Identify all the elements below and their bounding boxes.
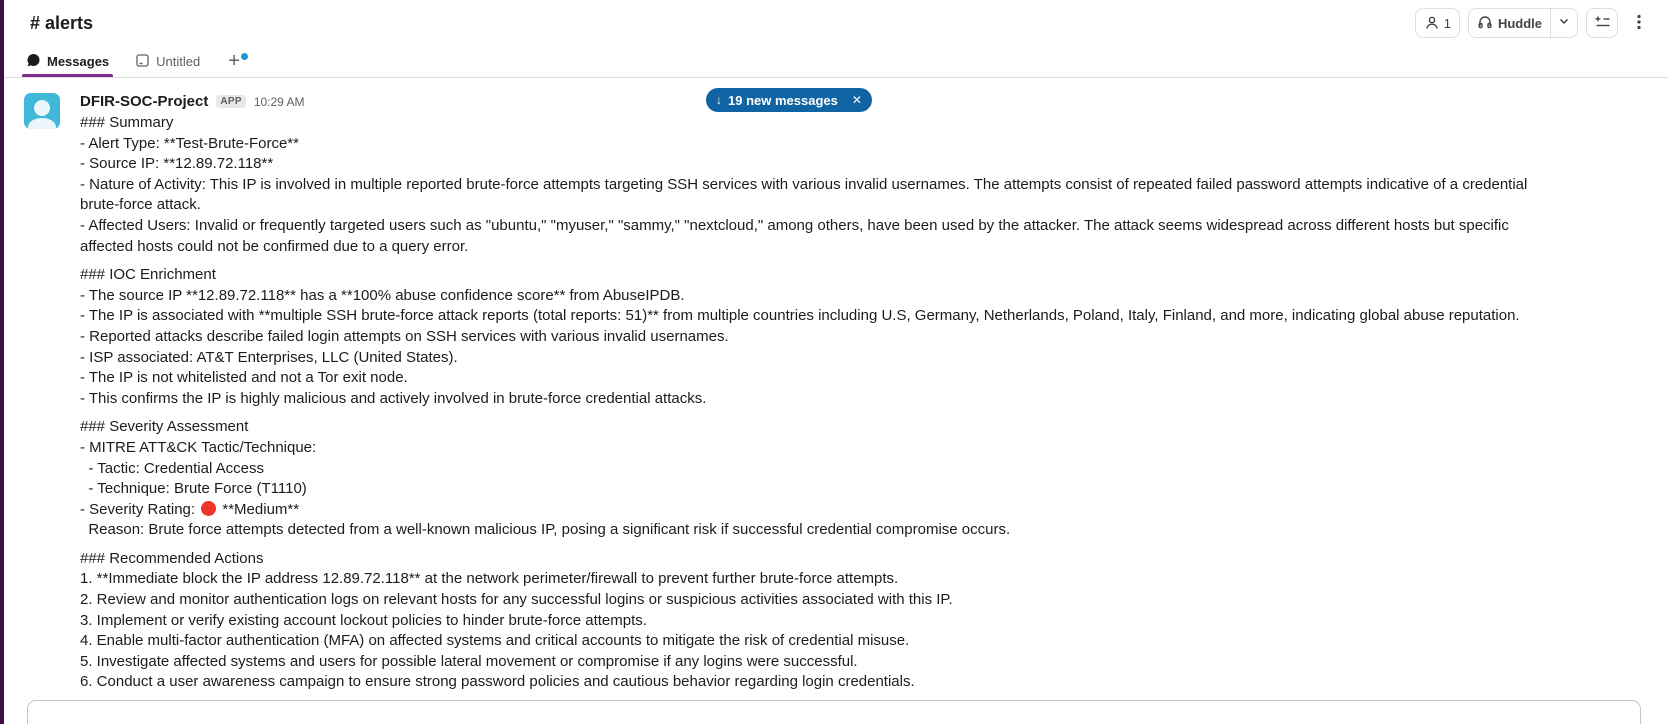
message-composer[interactable] xyxy=(27,700,1641,724)
message-line: 2. Review and monitor authentication logs on relevant hosts for any successful logins or suspicious activities associated with this IP. xyxy=(80,591,953,609)
sparkle-list-icon xyxy=(1593,14,1611,33)
message-line: ### IOC Enrichment xyxy=(80,266,216,284)
channel-header xyxy=(4,0,1668,46)
message-line: ### Summary xyxy=(80,114,174,131)
message-line: ### Severity Assessment xyxy=(80,418,249,436)
message-line: - Technique: Brute Force (T1110) xyxy=(80,480,307,498)
message-line: Reason: Brute force attempts detected from a well-known malicious IP, posing a significant risk if successful credential compromise occurs. xyxy=(80,521,1011,539)
huddle-caret-button[interactable] xyxy=(1550,9,1577,37)
member-count-button[interactable] xyxy=(1415,8,1460,38)
tab-messages[interactable] xyxy=(22,46,113,77)
channel-title[interactable]: # alerts xyxy=(30,12,94,33)
app-badge: APP xyxy=(216,95,245,108)
avatar[interactable] xyxy=(24,93,60,129)
huddle-button[interactable] xyxy=(1469,9,1550,37)
message-line: - The IP is not whitelisted and not a Tor exit node. xyxy=(80,369,408,387)
header-actions xyxy=(1415,8,1652,38)
message-line: 1. **Immediate block the IP address 12.89.72.118** at the network perimeter/firewall to prevent further brute-force attempts. xyxy=(80,570,899,588)
add-tab-button[interactable]: + xyxy=(222,50,246,73)
huddle-label: Huddle xyxy=(1497,15,1542,31)
member-count-label: 1 xyxy=(1443,15,1451,31)
new-messages-label: 19 new messages xyxy=(728,92,838,108)
tab-messages-label: Messages xyxy=(47,54,110,69)
message-line: - Source IP: **12.89.72.118** xyxy=(80,155,274,173)
kebab-icon xyxy=(1637,14,1641,33)
down-arrow-icon: ↓ xyxy=(716,93,722,107)
red-circle-emoji xyxy=(201,501,216,516)
active-tab-underline xyxy=(22,74,113,77)
message xyxy=(4,86,1668,701)
new-tab-notification-dot xyxy=(241,53,248,60)
new-messages-banner[interactable] xyxy=(706,88,872,112)
message-line: 5. Investigate affected systems and users for possible lateral movement or compromise if any logins were successful. xyxy=(80,652,858,670)
channel-tabbar xyxy=(4,46,1668,78)
message-line: - Alert Type: **Test-Brute-Force** xyxy=(80,134,299,152)
message-line: - Affected Users: Invalid or frequently targeted users such as "ubuntu," "myuser," "sammy," "nextcloud," among others, have been used by the attacker. The attack seems widespread across different hosts but specific affected hosts could not be confirmed due to a query error. xyxy=(80,216,1514,255)
message-line: ### Recommended Actions xyxy=(80,549,264,567)
avatar-person-icon xyxy=(34,100,50,116)
message-line: - MITRE ATT&CK Tactic/Technique: xyxy=(80,438,317,456)
huddle-button-group xyxy=(1468,8,1578,38)
message-line: 3. Implement or verify existing account lockout policies to hinder brute-force attempts. xyxy=(80,611,647,629)
message-body xyxy=(80,113,1564,693)
canvas-icon xyxy=(135,53,150,71)
message-line: - Reported attacks describe failed login attempts on SSH services with various invalid usernames. xyxy=(80,327,729,345)
chat-bubble-icon xyxy=(26,53,41,71)
message-line: - The IP is associated with **multiple SSH brute-force attack reports (total reports: 51)** from multiple countries including U.S, Germany, Netherlands, Poland, Italy, Finland, and more, indicating global abuse reputation. xyxy=(80,307,1520,325)
message-line: 4. Enable multi-factor authentication (MFA) on affected systems and critical accounts to mitigate the risk of credential misuse. xyxy=(80,632,910,650)
more-actions-button[interactable] xyxy=(1626,8,1652,38)
headphones-icon xyxy=(1477,14,1493,33)
chevron-down-icon xyxy=(1558,14,1570,32)
message-line: - Severity Rating: **Medium** xyxy=(80,500,300,518)
message-line: - Nature of Activity: This IP is involved in multiple reported brute-force attempts targeting SSH services with various invalid usernames. The attempts consist of repeated failed password attempts indicative of a credential brute-force attack. xyxy=(80,175,1532,214)
message-line: - This confirms the IP is highly malicious and actively involved in brute-force credential attacks. xyxy=(80,389,707,407)
message-author[interactable]: DFIR-SOC-Project xyxy=(80,93,209,110)
person-icon xyxy=(1424,15,1440,31)
close-icon[interactable]: ✕ xyxy=(851,93,862,107)
tab-untitled[interactable] xyxy=(131,46,204,77)
message-timestamp[interactable]: 10:29 AM xyxy=(253,94,305,109)
message-line: - The source IP **12.89.72.118** has a **100% abuse confidence score** from AbuseIPDB. xyxy=(80,286,685,304)
message-line: 6. Conduct a user awareness campaign to ensure strong password policies and cautious behavior regarding login credentials. xyxy=(80,673,915,691)
channel-canvas-button[interactable] xyxy=(1586,8,1618,38)
tab-untitled-label: Untitled xyxy=(156,54,201,69)
message-line: - ISP associated: AT&T Enterprises, LLC (United States). xyxy=(80,348,458,366)
message-line: - Tactic: Credential Access xyxy=(80,459,264,477)
